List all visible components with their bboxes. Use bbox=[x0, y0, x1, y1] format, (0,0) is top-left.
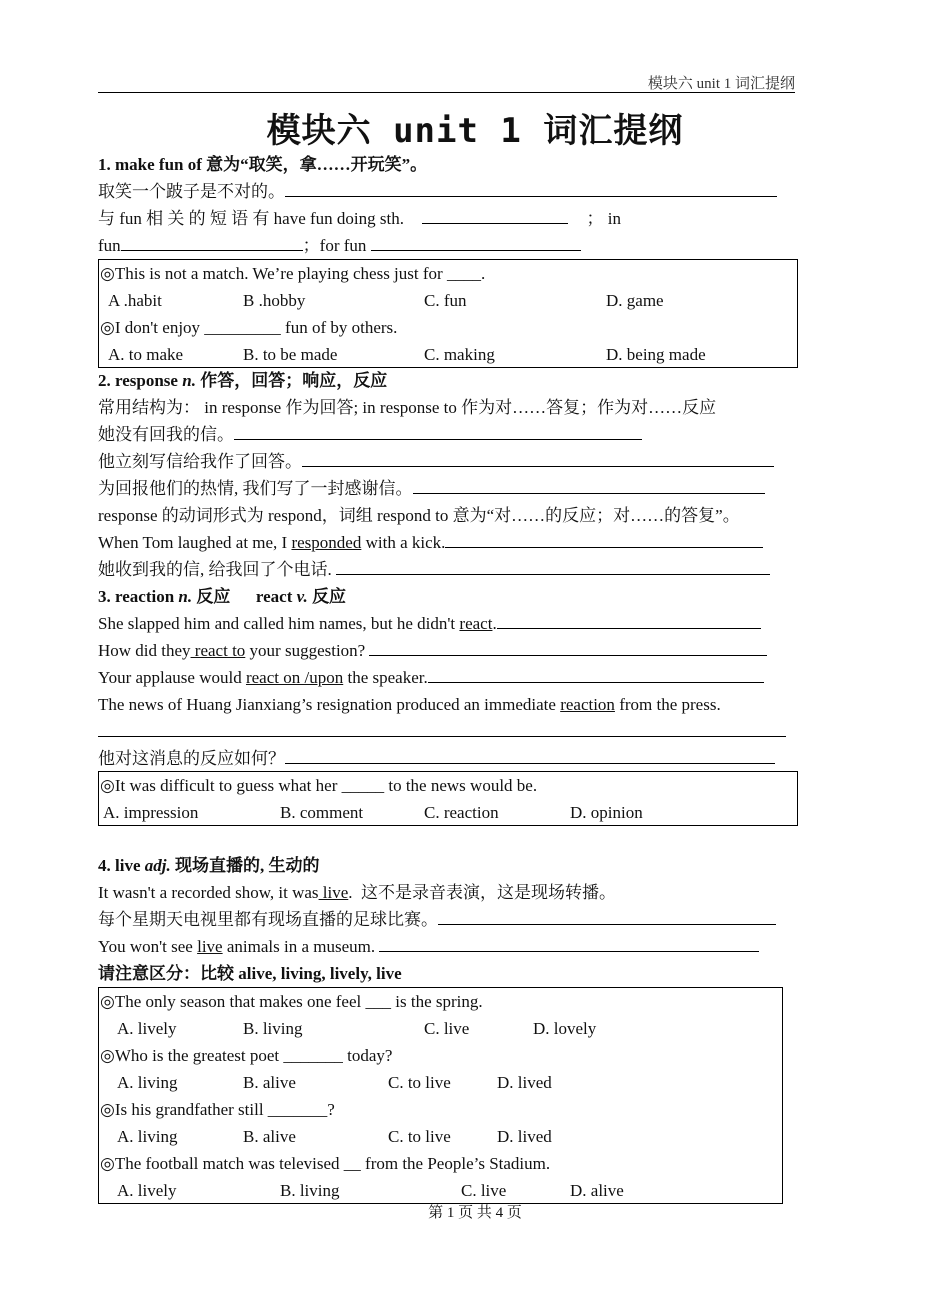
underlined-word: reaction bbox=[560, 695, 615, 714]
heading-text: 3. reaction bbox=[98, 587, 179, 606]
page-title: 模块六 unit 1 词汇提纲 bbox=[266, 111, 684, 151]
s2-line7-text: 她收到我的信, 给我回了个电话. bbox=[98, 560, 332, 579]
question-stem: ◎I don't enjoy _________ fun of by others. bbox=[100, 318, 398, 337]
s3-line4-tail: from the press. bbox=[614, 695, 721, 714]
s4-line1-text: It wasn't a recorded show, it was bbox=[98, 883, 319, 902]
part-of-speech: v. bbox=[296, 587, 308, 606]
s3-line1-text: She slapped him and called him names, but he didn't bbox=[98, 614, 460, 633]
option-a: A. lively bbox=[117, 1019, 177, 1038]
s2-line6-tail: with a kick. bbox=[361, 533, 446, 552]
option-b: B. living bbox=[280, 1181, 340, 1200]
s3-line6 bbox=[98, 748, 775, 770]
underlined-word: live bbox=[318, 883, 349, 902]
s4-line2 bbox=[98, 909, 776, 931]
s2-line6 bbox=[98, 532, 763, 554]
answer-blank bbox=[285, 181, 777, 197]
part-of-speech: n. bbox=[182, 371, 196, 390]
s3-line1 bbox=[98, 613, 761, 635]
section-2-heading bbox=[98, 370, 387, 392]
option-c: C. live bbox=[461, 1181, 507, 1200]
option-a: A. living bbox=[117, 1073, 178, 1092]
exercise-box-1 bbox=[98, 259, 798, 368]
s2-line3-text: 他立刻写信给我作了回答。 bbox=[98, 452, 302, 471]
answer-blank bbox=[379, 936, 759, 952]
s3-line2-text: How did they bbox=[98, 641, 191, 660]
s2-line4-text: 为回报他们的热情, 我们写了一封感谢信。 bbox=[98, 479, 413, 498]
s2-line1: 常用结构为： in response 作为回答; in response to 作为对……答复；作为对……反应 bbox=[98, 398, 717, 417]
answer-blank bbox=[371, 235, 581, 251]
s2-line6-text: When Tom laughed at me, I bbox=[98, 533, 292, 552]
question-stem: ◎The only season that makes one feel ___ is the spring. bbox=[100, 992, 483, 1011]
s4-line1-tail: . 这不是录音表演，这是现场转播。 bbox=[348, 883, 617, 902]
s3-line3-text: Your applause would bbox=[98, 668, 246, 687]
option-c: C. to live bbox=[388, 1073, 451, 1092]
section-4-heading bbox=[98, 855, 319, 877]
question-stem: ◎The football match was televised __ from the People’s Stadium. bbox=[100, 1154, 551, 1173]
exercise-box-3 bbox=[98, 987, 783, 1204]
s3-line2 bbox=[98, 640, 767, 662]
answer-blank bbox=[438, 909, 776, 925]
s4-line3-tail: animals in a museum. bbox=[222, 937, 376, 956]
s3-line2-tail: your suggestion? bbox=[245, 641, 366, 660]
underlined-word: live bbox=[197, 937, 223, 956]
option-b: B. to be made bbox=[243, 345, 338, 364]
s1-line3-text: fun bbox=[98, 236, 121, 255]
s2-line2-text: 她没有回我的信。 bbox=[98, 425, 234, 444]
s4-line2-text: 每个星期天电视里都有现场直播的足球比赛。 bbox=[98, 910, 438, 929]
option-d: D. game bbox=[606, 291, 664, 310]
answer-blank bbox=[413, 478, 765, 494]
s3-line3 bbox=[98, 667, 764, 689]
option-d: D. opinion bbox=[570, 803, 643, 822]
option-d: D. alive bbox=[570, 1181, 624, 1200]
answer-blank bbox=[302, 451, 774, 467]
section-3-heading bbox=[98, 586, 346, 608]
option-d: D. lived bbox=[497, 1127, 552, 1146]
answer-blank bbox=[428, 667, 764, 683]
option-b: B. alive bbox=[243, 1127, 296, 1146]
running-header: 模块六 unit 1 词汇提纲 bbox=[647, 76, 795, 92]
answer-blank bbox=[285, 748, 775, 764]
question-stem: ◎Is his grandfather still _______? bbox=[100, 1100, 335, 1119]
s4-note: 请注意区分：比较 alive, living, lively, live bbox=[98, 964, 402, 983]
option-c: C. reaction bbox=[424, 803, 499, 822]
s3-line3-tail: the speaker. bbox=[343, 668, 428, 687]
heading-text: 反应 react bbox=[192, 587, 297, 606]
s4-line3-text: You won't see bbox=[98, 937, 198, 956]
heading-text: 2. response bbox=[98, 371, 183, 390]
option-d: D. lovely bbox=[533, 1019, 597, 1038]
option-b: B. living bbox=[243, 1019, 303, 1038]
option-a: A .habit bbox=[108, 291, 162, 310]
s2-line5: response 的动词形式为 respond，词组 respond to 意为“对……的反应；对……的答复”。 bbox=[98, 506, 740, 525]
answer-blank bbox=[98, 721, 786, 737]
s2-line3 bbox=[98, 451, 774, 473]
s1-line1 bbox=[98, 181, 777, 203]
answer-blank bbox=[369, 640, 767, 656]
option-a: A. living bbox=[117, 1127, 178, 1146]
part-of-speech: adj. bbox=[144, 856, 171, 875]
option-c: C. to live bbox=[388, 1127, 451, 1146]
question-stem: ◎It was difficult to guess what her _____ to the news would be. bbox=[100, 776, 538, 795]
s1-line1-text: 取笑一个跛子是不对的。 bbox=[98, 182, 285, 201]
s4-line1 bbox=[98, 882, 616, 904]
option-b: B. alive bbox=[243, 1073, 296, 1092]
answer-blank bbox=[422, 208, 568, 224]
s1-line2-tail: ； in bbox=[586, 209, 621, 228]
s3-line1-tail: . bbox=[492, 614, 497, 633]
heading-text: 4. live bbox=[98, 856, 145, 875]
heading-text: 作答，回答；响应，反应 bbox=[195, 371, 388, 390]
underlined-word: react bbox=[459, 614, 493, 633]
question-stem: ◎Who is the greatest poet _______ today? bbox=[100, 1046, 393, 1065]
underlined-word: react on /upon bbox=[245, 668, 344, 687]
question-stem: ◎This is not a match. We’re playing chess just for ____. bbox=[100, 264, 486, 283]
s4-line3 bbox=[98, 936, 759, 958]
s1-line3-tail: ；for fun bbox=[302, 236, 367, 255]
option-b: B .hobby bbox=[243, 291, 306, 310]
s2-line2 bbox=[98, 424, 642, 446]
s3-line6-text: 他对这消息的反应如何？ bbox=[98, 749, 285, 768]
option-b: B. comment bbox=[280, 803, 364, 822]
s3-line5 bbox=[98, 721, 786, 743]
part-of-speech: n. bbox=[178, 587, 193, 606]
s1-line3 bbox=[98, 235, 581, 257]
option-c: C. making bbox=[424, 345, 495, 364]
underlined-word: react to bbox=[190, 641, 246, 660]
s1-line2 bbox=[98, 208, 621, 230]
s2-line7 bbox=[98, 559, 770, 581]
option-a: A. lively bbox=[117, 1181, 177, 1200]
option-d: D. being made bbox=[606, 345, 706, 364]
answer-blank bbox=[497, 613, 761, 629]
heading-text: 现场直播的, 生动的 bbox=[170, 856, 320, 875]
answer-blank bbox=[121, 235, 303, 251]
page-footer: 第 1 页 共 4 页 bbox=[428, 1205, 522, 1221]
s1-line2-text: 与 fun 相 关 的 短 语 有 have fun doing sth. bbox=[98, 209, 404, 228]
underlined-word: responded bbox=[291, 533, 362, 552]
heading-text: 反应 bbox=[307, 587, 347, 606]
option-a: A. impression bbox=[103, 803, 199, 822]
option-d: D. lived bbox=[497, 1073, 552, 1092]
answer-blank bbox=[445, 532, 763, 548]
s3-line4-text: The news of Huang Jianxiang’s resignation produced an immediate bbox=[98, 695, 561, 714]
answer-blank bbox=[234, 424, 642, 440]
answer-blank bbox=[336, 559, 770, 575]
option-c: C. fun bbox=[424, 291, 467, 310]
header-rule bbox=[98, 92, 795, 93]
option-c: C. live bbox=[424, 1019, 470, 1038]
s2-line4 bbox=[98, 478, 765, 500]
exercise-box-2 bbox=[98, 771, 798, 826]
option-a: A. to make bbox=[108, 345, 184, 364]
section-1-heading: 1. make fun of 意为“取笑，拿……开玩笑”。 bbox=[98, 155, 428, 174]
s3-line4 bbox=[98, 694, 721, 716]
